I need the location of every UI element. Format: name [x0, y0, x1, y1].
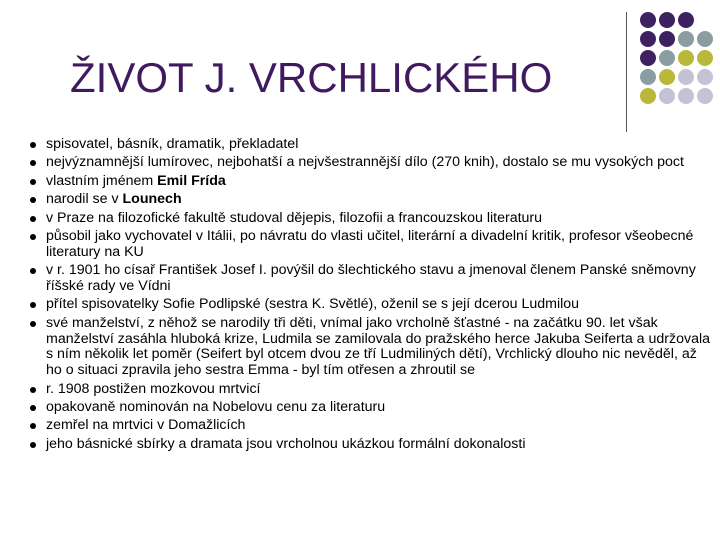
slide-title: ŽIVOT J. VRCHLICKÉHO: [70, 54, 553, 101]
decorative-dot: [678, 88, 694, 104]
decorative-dot: [697, 50, 713, 66]
bullet-text: nejvýznamnější lumírovec, nejbohatší a nejvšestrannější dílo (270 knih), dostalo se mu vysokých poct: [46, 154, 684, 171]
decorative-dot: [678, 12, 694, 28]
bullet-text: působil jako vychovatel v Itálii, po návratu do vlasti učitel, literární a divadelní kritik, profesor všeobecné literatury na KU: [46, 227, 694, 260]
bullet-item: [30, 155, 710, 171]
decorative-dot: [659, 69, 675, 85]
decorative-dot: [678, 69, 694, 85]
bullet-item: [30, 400, 710, 416]
bullet-list: [30, 137, 710, 455]
title-divider-line: [626, 12, 627, 132]
bullet-text: narodil se v: [46, 191, 123, 208]
bullet-item: [30, 137, 710, 153]
bullet-text: vlastním jménem: [46, 172, 158, 189]
bullet-text: spisovatel, básník, dramatik, překladatel: [46, 136, 299, 152]
bullet-item: [30, 316, 710, 379]
bullet-item: [30, 174, 710, 190]
bullet-item: [30, 297, 710, 313]
decorative-dot: [659, 12, 675, 28]
decorative-dot: [640, 12, 656, 28]
bullet-text: opakovaně nominován na Nobelovu cenu za literaturu: [46, 398, 386, 415]
bullet-item: [30, 229, 710, 261]
bullet-text: své manželství, z něhož se narodily tři děti, vnímal jako vrcholně šťastné - na začátku 90. let však manželství zasáhla hluboká krize, Ludmila se zamilovala do pražského herce Jakuba Seiferta a udržovala s ním několik let poměr (Seifert byl otcem dvou ze tří Ludmiliných dětí), Vrchlický dlouho nic nevěděl, až ho o situaci zpravila jeho sestra Emma - byl tím otřesen a zhroutil se: [46, 314, 711, 379]
bullet-item: [30, 437, 710, 453]
decorative-dot: [697, 88, 713, 104]
bullet-bold-text: Emil Frída: [157, 172, 226, 189]
bullet-text: r. 1908 postižen mozkovou mrtvicí: [46, 380, 261, 397]
decorative-dot: [678, 31, 694, 47]
decorative-dot: [697, 31, 713, 47]
bullet-item: [30, 263, 710, 295]
decorative-dot: [640, 69, 656, 85]
bullet-text: zemřel na mrtvici v Domažlicích: [46, 417, 246, 434]
decorative-dot: [640, 50, 656, 66]
bullet-item: [30, 418, 710, 434]
decorative-dot: [659, 50, 675, 66]
bullet-item: [30, 192, 710, 208]
bullet-item: [30, 211, 710, 227]
bullet-text: v r. 1901 ho císař František Josef I. povýšil do šlechtického stavu a jmenoval členem Panské sněmovny říšské rady ve Vídni: [46, 262, 696, 294]
bullet-bold-text: Lounech: [122, 191, 182, 208]
bullet-text: přítel spisovatelky Sofie Podlipské (sestra K. Světlé), oženil se s její dcerou Ludmilou: [46, 296, 580, 313]
bullet-item: [30, 382, 710, 398]
decorative-dot: [640, 31, 656, 47]
bullet-text: jeho básnické sbírky a dramata jsou vrcholnou ukázkou formální dokonalosti: [46, 435, 526, 452]
decorative-dot: [697, 69, 713, 85]
decorative-dot: [659, 31, 675, 47]
decorative-dot: [659, 88, 675, 104]
bullet-text: v Praze na filozofické fakultě studoval dějepis, filozofii a francouzskou literaturu: [46, 209, 543, 226]
decorative-dot: [678, 50, 694, 66]
decorative-dot: [640, 88, 656, 104]
